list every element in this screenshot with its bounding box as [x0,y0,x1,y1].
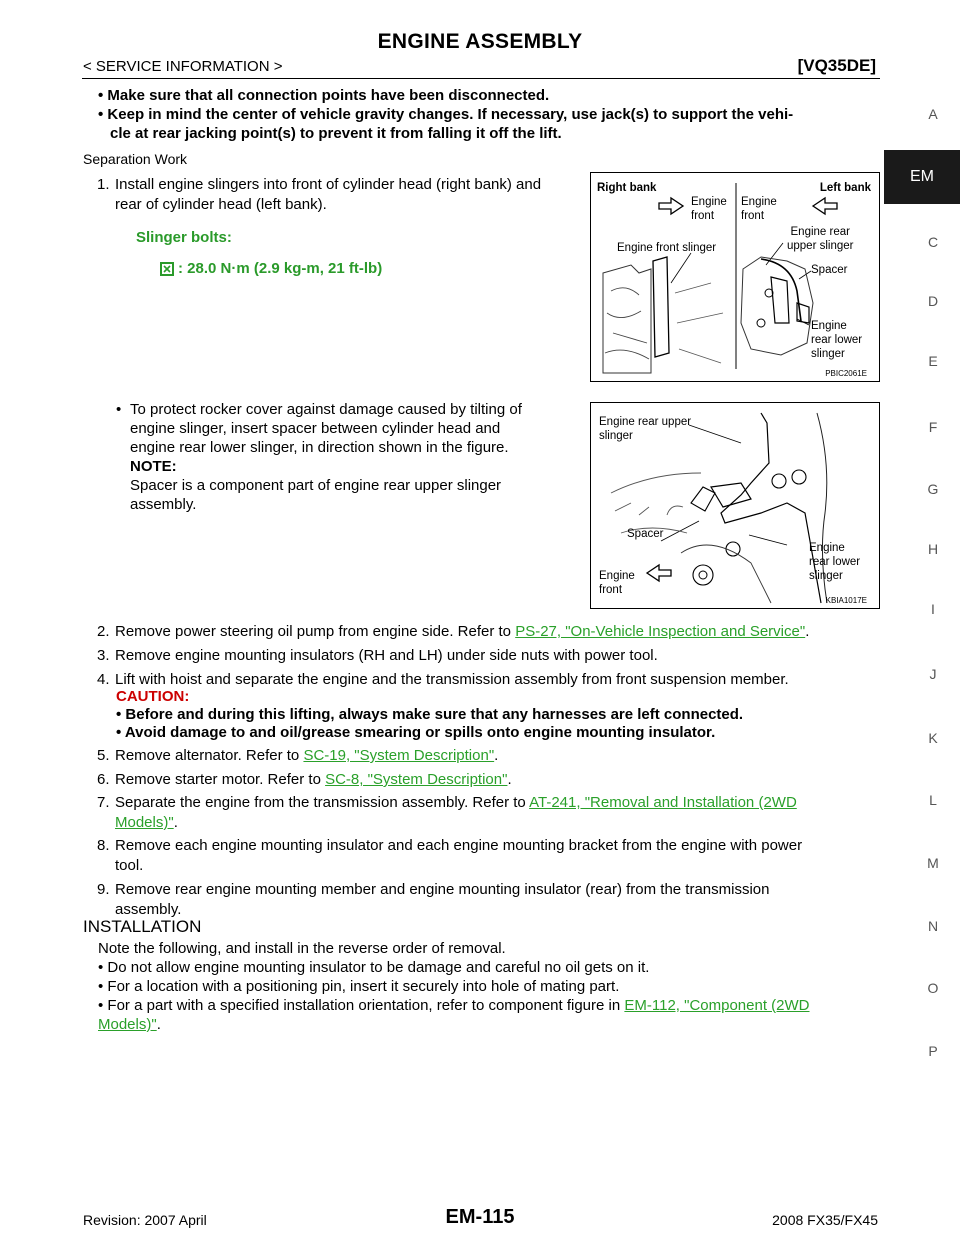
figure-rear-upper-slinger-label: Engine rear upper slinger [787,226,854,252]
figure2-rear-lower-slinger-label: Engine rear lower slinger [809,542,861,582]
figure-spacer-orientation [590,402,880,609]
index-letter-m[interactable]: M [927,855,939,871]
section-label: < SERVICE INFORMATION > [83,58,283,75]
link-sc-19[interactable]: SC-19, "System Description" [303,747,495,764]
figure-code: PBIC2061E [825,369,867,378]
step-6: 6. Remove starter motor. Refer to SC-8, "System Description". [97,771,512,788]
link-ps-27[interactable]: PS-27, "On-Vehicle Inspection and Service" [515,623,806,640]
figure-engine-front-label-2: Engine front [741,196,777,222]
step-3: 3. Remove engine mounting insulators (RH and LH) under side nuts with power tool. [97,647,658,664]
footer-model: 2008 FX35/FX45 [772,1212,878,1228]
link-sc-8[interactable]: SC-8, "System Description" [325,771,508,788]
figure-right-bank-label: Right bank [597,182,657,194]
figure2-spacer-label: Spacer [627,528,664,540]
link-em-112[interactable]: EM-112, "Component (2WD [624,997,810,1014]
index-letter-f[interactable]: F [928,419,938,435]
figure-front-slinger-label: Engine front slinger [617,242,717,254]
index-letter-e[interactable]: E [928,353,938,369]
index-letter-c[interactable]: C [927,234,939,250]
index-letter-a[interactable]: A [928,106,938,122]
protect-note: • To protect rocker cover against damage caused by tilting of engine slinger, insert spacer between cylinder head and engine rear lower slinger, in direction shown in the figure. NOTE: Spacer is a component part of engine rear upper slinger assembly. [116,401,522,513]
index-letter-n[interactable]: N [927,918,939,934]
caution-bullet-1: • Before and during this lifting, always make sure that any harnesses are left connected. [116,706,744,723]
step-8: 8. Remove each engine mounting insulator and each engine mounting bracket from the engine with power tool. [97,837,803,874]
slinger-torque-value: : 28.0 N·m (2.9 kg-m, 21 ft-lb) [178,260,383,277]
index-letter-g[interactable]: G [927,481,939,497]
figure-slinger-install [590,172,880,382]
model-label: [VQ35DE] [797,56,876,75]
figure-left-bank-label: Left bank [819,182,871,194]
installation-heading: INSTALLATION [83,917,202,936]
figure-rear-lower-slinger-label: Engine rear lower slinger [811,320,863,360]
index-letter-i[interactable]: I [931,601,935,617]
figure-engine-front-label-1: Engine front [691,196,727,222]
installation-bullet-3: • For a part with a specified installation orientation, refer to component figure in EM-112, "Component (2WD [98,997,810,1014]
header-rule [82,78,880,79]
index-letter-j[interactable]: J [929,666,937,682]
footer-revision: Revision: 2007 April [83,1212,207,1228]
intro-bullet-2-cont: cle at rear jacking point(s) to prevent it from falling it off the lift. [110,125,562,142]
footer-page-number: EM-115 [445,1206,515,1228]
installation-intro: Note the following, and install in the reverse order of removal. [98,940,506,957]
link-em-112-cont[interactable]: Models)" [98,1016,157,1033]
page-title: ENGINE ASSEMBLY [377,30,583,53]
intro-bullet-1: • Make sure that all connection points have been disconnected. [98,87,550,104]
separation-heading: Separation Work [83,151,188,167]
index-letter-h[interactable]: H [927,541,939,557]
link-at-241-cont[interactable]: Models)" [115,814,174,831]
figure2-code: KBIA1017E [825,596,867,605]
index-letter-d[interactable]: D [927,293,939,309]
torque-icon [160,262,174,281]
caution-bullet-2: • Avoid damage to and oil/grease smearing or spills onto engine mounting insulator. [116,724,716,741]
link-at-241[interactable]: AT-241, "Removal and Installation (2WD [529,794,797,811]
step-1: 1. Install engine slingers into front of cylinder head (right bank) and rear of cylinder head (left bank). [97,176,542,213]
installation-bullet-2: • For a location with a positioning pin, insert it securely into hole of mating part. [98,978,620,995]
index-letter-l[interactable]: L [929,792,937,808]
installation-bullet-3-cont: Models)". [98,1016,161,1033]
index-letter-p[interactable]: P [928,1043,938,1059]
step-5: 5. Remove alternator. Refer to SC-19, "System Description". [97,747,499,764]
step-4: 4. Lift with hoist and separate the engine and the transmission assembly from front suspension member. [97,671,789,688]
step-2: 2. Remove power steering oil pump from engine side. Refer to PS-27, "On-Vehicle Inspection and Service". [97,623,810,640]
step-9: 9. Remove rear engine mounting member and engine mounting insulator (rear) from the transmission assembly. [97,881,770,918]
index-letter-o[interactable]: O [927,980,939,996]
index-letter-k[interactable]: K [928,730,938,746]
installation-bullet-1: • Do not allow engine mounting insulator to be damage and careful no oil gets on it. [98,959,650,976]
figure-spacer-label: Spacer [811,264,848,276]
intro-bullet-2: • Keep in mind the center of vehicle gravity changes. If necessary, use jack(s) to support the vehi- [98,106,794,123]
figure2-rear-upper-slinger-label: Engine rear upper slinger [599,416,692,442]
caution-label: CAUTION: [116,688,190,705]
slinger-bolts-label: Slinger bolts: [136,229,232,246]
step-7: 7. Separate the engine from the transmission assembly. Refer to AT-241, "Removal and Installation (2WD Models)". [97,794,797,831]
figure2-engine-front-label: Engine front [599,570,635,596]
index-tab-em[interactable]: EM [884,150,960,204]
